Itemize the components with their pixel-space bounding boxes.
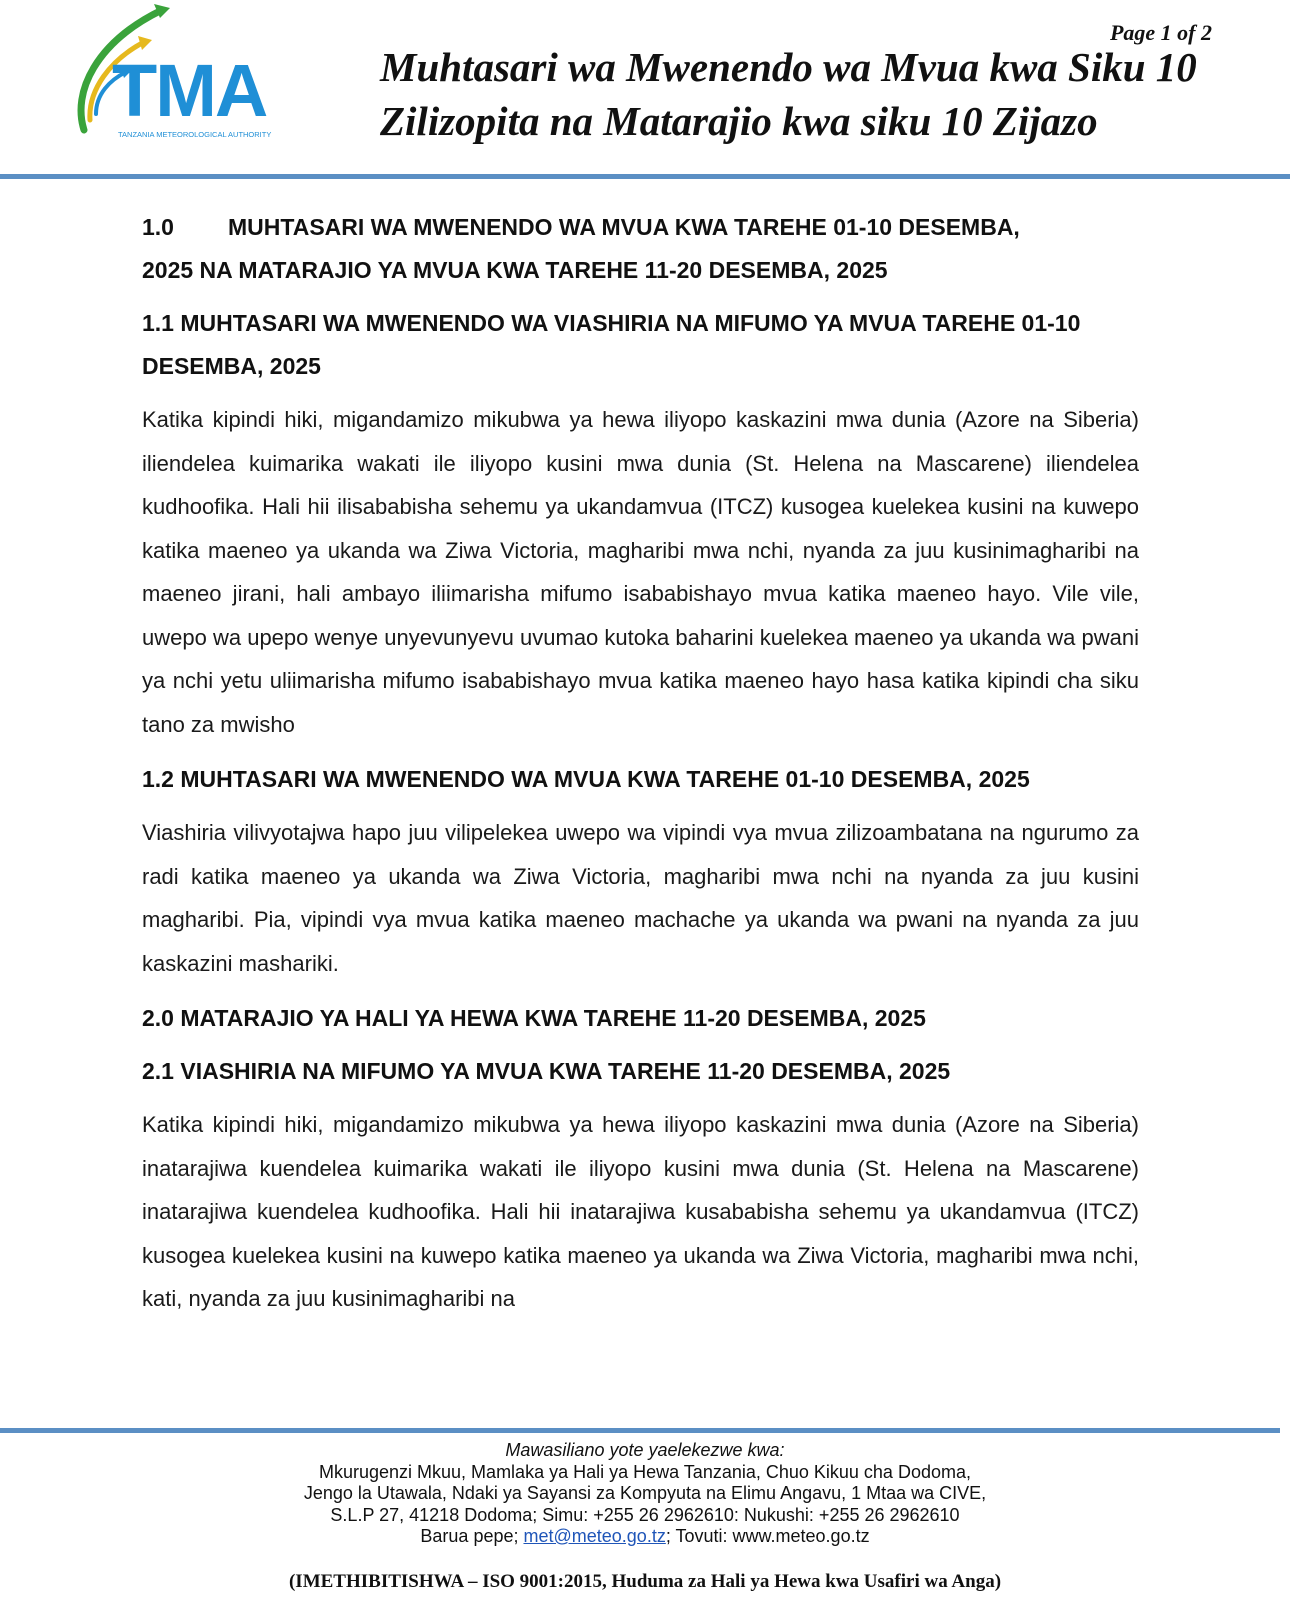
section-2-1-heading: 2.1 VIASHIRIA NA MIFUMO YA MVUA KWA TAREHE 11-20 DESEMBA, 2025 [142, 1058, 951, 1084]
iso-certification: (IMETHIBITISHWA – ISO 9001:2015, Huduma za Hali ya Hewa kwa Usafiri wa Anga) [288, 1571, 1002, 1592]
footer-address-line-2: Jengo la Utawala, Ndaki ya Sayansi za Kompyuta na Elimu Angavu, 1 Mtaa wa CIVE, [303, 1483, 987, 1503]
document-body [142, 206, 1139, 1333]
section-1-0-heading [142, 206, 1139, 292]
section-2-1-body: Katika kipindi hiki, migandamizo mikubwa ya hewa iliyopo kaskazini mwa dunia (Azore na Siberia) inatarajiwa kuendelea kuimarika wakati ile iliyopo kusini mwa dunia (St. Helena na Mascarene) inatarajiwa kuendelea kudhoofika. Hali hii inatarajiwa kusababisha sehemu ya ukandamvua (ITCZ) kusogea kuelekea kusini na kuwepo katika maeneo ya ukanda wa Ziwa Victoria, magharibi mwa nchi, kati, nyanda za juu kusinimagharibi na [142, 1112, 1139, 1311]
section-1-0-line1: MUHTASARI WA MWENENDO WA MVUA KWA TAREHE 01-10 DESEMBA, [228, 214, 1020, 240]
email-link[interactable]: met@meteo.go.tz [523, 1526, 666, 1546]
header-divider [0, 174, 1290, 179]
section-1-2-body: Viashiria vilivyotajwa hapo juu vilipelekea uwepo wa vipindi vya mvua zilizoambatana na ngurumo za radi katika maeneo ya ukanda wa Ziwa Victoria, magharibi mwa nchi na nyanda za juu kusini magharibi. Pia, vipindi vya mvua katika maeneo machache ya ukanda wa pwani na nyanda za juu kaskazini mashariki. [142, 820, 1139, 976]
footer-lead: Mawasiliano yote yaelekezwe kwa: [505, 1440, 785, 1460]
section-1-2-heading: 1.2 MUHTASARI WA MWENENDO WA MVUA KWA TAREHE 01-10 DESEMBA, 2025 [142, 766, 1030, 792]
title-line-1: Muhtasari wa Mwenendo wa Mvua kwa Siku 10 [380, 44, 1197, 90]
logo-text: TMA [112, 49, 267, 132]
section-2-0-heading: 2.0 MATARAJIO YA HALI YA HEWA KWA TAREHE 11-20 DESEMBA, 2025 [142, 1005, 926, 1031]
section-1-1-body: Katika kipindi hiki, migandamizo mikubwa ya hewa iliyopo kaskazini mwa dunia (Azore na Siberia) iliendelea kuimarika wakati ile iliyopo kusini mwa dunia (St. Helena na Mascarene) iliendelea kudhoofika. Hali hii ilisababisha sehemu ya ukandamvua (ITCZ) kusogea kuelekea kusini na kuwepo katika maeneo ya ukanda wa Ziwa Victoria, magharibi mwa nchi, nyanda za juu kusinimagharibi na maeneo jirani, hali ambayo iliimarisha mifumo isababishayo mvua katika maeneo hayo. Vile vile, uwepo wa upepo wenye unyevunyevu uvumao kutoka baharini kuelekea maeneo ya ukanda wa pwani ya nchi yetu uliimarisha mifumo isababishayo mvua katika maeneo hayo hasa katika kipindi cha siku tano za mwisho [142, 407, 1139, 737]
website-text: ; Tovuti: www.meteo.go.tz [665, 1526, 870, 1546]
page-number: Page 1 of 2 [1109, 20, 1212, 45]
footer-divider [0, 1428, 1280, 1433]
document-title [380, 40, 1240, 148]
section-1-0-number: 1.0 [142, 214, 174, 240]
title-line-2: Zilizopita na Matarajio kwa siku 10 Zijazo [380, 98, 1098, 144]
section-1-0-line2: 2025 NA MATARAJIO YA MVUA KWA TAREHE 11-20 DESEMBA, 2025 [142, 257, 888, 283]
logo-subtext: TANZANIA METEOROLOGICAL AUTHORITY [118, 130, 272, 139]
tma-logo [66, 2, 288, 148]
section-1-1-heading: 1.1 MUHTASARI WA MWENENDO WA VIASHIRIA NA MIFUMO YA MVUA TAREHE 01-10 DESEMBA, 2025 [142, 310, 1081, 379]
contact-footer [0, 1440, 1290, 1548]
footer-address-line-1: Mkurugenzi Mkuu, Mamlaka ya Hali ya Hewa Tanzania, Chuo Kikuu cha Dodoma, [319, 1461, 971, 1482]
email-label: Barua pepe; [420, 1526, 524, 1546]
footer-contact-line [0, 1526, 1290, 1548]
footer-address-line-3: S.L.P 27, 41218 Dodoma; Simu: +255 26 2962610: Nukushi: +255 26 2962610 [330, 1504, 960, 1525]
